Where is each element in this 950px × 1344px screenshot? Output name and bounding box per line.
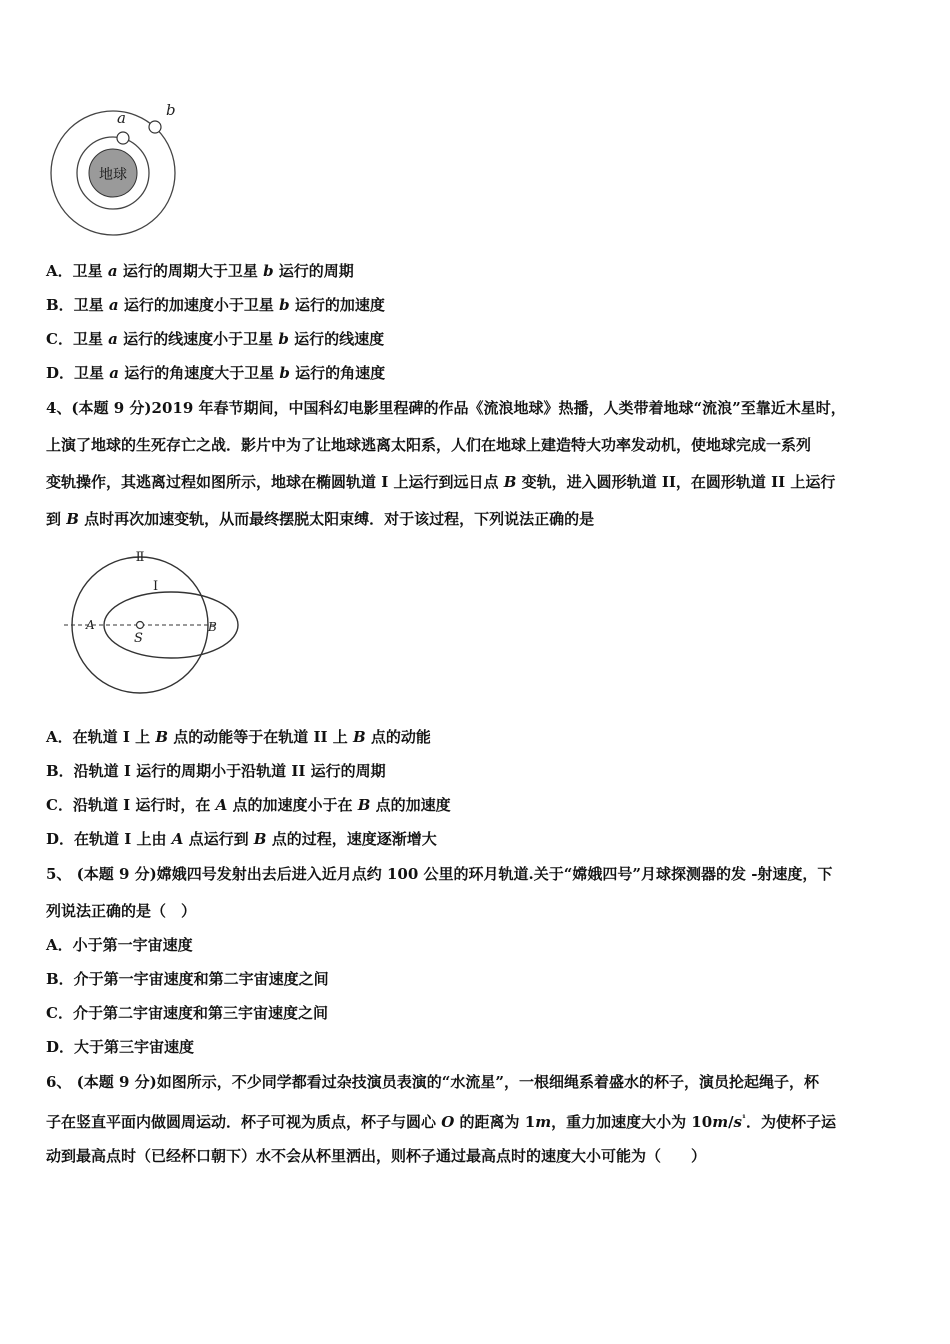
satellite-b	[149, 121, 161, 133]
text: 变轨，进入圆形轨道 II，在圆形轨道 II 上运行	[516, 473, 836, 491]
text: C．卫星	[46, 330, 109, 348]
text: A	[171, 830, 184, 848]
text: ．为使杯子运	[745, 1113, 836, 1131]
text: ，重力加速度大小为 10	[551, 1113, 713, 1131]
text: 运行的线速度	[288, 330, 385, 348]
q4-option-d	[46, 829, 437, 849]
text: B	[357, 796, 371, 814]
text: 运行的角速度大于卫星	[118, 364, 280, 382]
text: ¹	[742, 1114, 746, 1124]
text: a	[108, 296, 119, 314]
text: a	[108, 330, 118, 348]
satellite-a	[117, 132, 129, 144]
text: 点的加速度小于在	[227, 796, 358, 814]
text: A．卫星	[46, 262, 108, 280]
text: 子在竖直平面内做圆周运动．杯子可视为质点，杯子与圆心	[46, 1113, 442, 1131]
text: D．在轨道 I 上由	[46, 830, 172, 848]
text: B．卫星	[46, 296, 109, 314]
text: 运行的周期大于卫星	[117, 262, 264, 280]
label-i: I	[153, 579, 159, 594]
text: C．沿轨道 I 运行时，在	[46, 796, 216, 814]
label-b: b	[166, 101, 176, 119]
label-ii: Ⅱ	[135, 550, 145, 565]
label-a: a	[117, 109, 126, 127]
q5-stem-line-1: 5、 (本题 9 分)嫦娥四号发射出去后进入近月点约 100 公里的环月轨道.关于“嫦娥四号”月球探测器的发 -射速度，下	[46, 865, 833, 883]
text: b	[263, 262, 274, 280]
text: B	[253, 830, 267, 848]
q5-option-a: A．小于第一宇宙速度	[46, 936, 193, 954]
q6-stem-line-1: 6、 (本题 9 分)如图所示，不少同学都看过杂技演员表演的“水流星”，一根细绳系着盛水的杯子，演员抡起绳子，杯	[46, 1073, 819, 1091]
text: 的距离为 1	[454, 1113, 536, 1131]
text: A	[215, 796, 228, 814]
text: D．卫星	[46, 364, 110, 382]
satellite-orbit-figure	[40, 95, 200, 240]
q5-option-c: C．介于第二宇宙速度和第三宇宙速度之间	[46, 1004, 328, 1022]
text: 点的动能	[365, 728, 431, 746]
q4-stem-line-1: 4、(本题 9 分)2019 年春节期间，中国科幻电影里程碑的作品《流浪地球》热播，人类带着地球“流浪”至靠近木星时，	[46, 399, 846, 417]
q4-stem-line-2: 上演了地球的生死存亡之战．影片中为了让地球逃离太阳系，人们在地球上建造特大功率发动机，使地球完成一系列	[46, 436, 812, 454]
label-b: B	[208, 620, 217, 634]
earth-label: 地球	[99, 167, 127, 183]
q5-stem-line-2: 列说法正确的是（ ）	[46, 902, 197, 920]
text: 点的加速度	[370, 796, 451, 814]
text: m	[535, 1113, 552, 1131]
text: B	[66, 510, 79, 528]
sun	[137, 622, 144, 629]
orbit-transfer-figure	[40, 545, 240, 695]
text: 运行的加速度小于卫星	[118, 296, 280, 314]
text: 点的动能等于在轨道 II 上	[168, 728, 353, 746]
text: 运行的线速度小于卫星	[117, 330, 279, 348]
q4-stem-line-4	[46, 509, 594, 529]
text: 点时再次加速变轨，从而最终摆脱太阳束缚．对于该过程，下列说法正确的是	[78, 510, 595, 528]
text: B	[352, 728, 366, 746]
text: b	[279, 364, 290, 382]
q4-stem-line-3	[46, 472, 835, 492]
label-s: S	[134, 631, 143, 646]
text: b	[279, 296, 290, 314]
q3-option-d	[46, 363, 385, 383]
q3-option-b	[46, 295, 385, 315]
label-a: A	[86, 618, 95, 632]
q4-option-a	[46, 727, 431, 747]
text: B	[155, 728, 169, 746]
text: O	[441, 1113, 455, 1131]
text: B	[503, 473, 517, 491]
text: A．在轨道 I 上	[46, 728, 156, 746]
text: 变轨操作，其逃离过程如图所示，地球在椭圆轨道 I 上运行到远日点	[46, 473, 504, 491]
q3-option-a	[46, 261, 354, 281]
q6-stem-line-2	[46, 1109, 836, 1132]
q5-option-d: D．大于第三宇宙速度	[46, 1038, 195, 1056]
text: a	[107, 262, 118, 280]
q5-option-b: B．介于第一宇宙速度和第二宇宙速度之间	[46, 970, 329, 988]
text: s	[733, 1113, 742, 1131]
text: 点的过程，速度逐渐增大	[266, 830, 437, 848]
text: 运行的角速度	[289, 364, 386, 382]
text: 点运行到	[183, 830, 254, 848]
text: 运行的周期	[273, 262, 354, 280]
text: 到	[46, 510, 67, 528]
q4-option-b: B．沿轨道 I 运行的周期小于沿轨道 II 运行的周期	[46, 762, 386, 780]
q3-option-c	[46, 329, 384, 349]
text: m	[712, 1113, 729, 1131]
q6-stem-line-3: 动到最高点时（已经杯口朝下）水不会从杯里洒出，则杯子通过最高点时的速度大小可能为（ ）	[46, 1147, 707, 1165]
text: a	[109, 364, 119, 382]
text: /	[728, 1113, 734, 1131]
text: b	[278, 330, 289, 348]
q4-option-c	[46, 795, 451, 815]
text: 运行的加速度	[289, 296, 385, 314]
